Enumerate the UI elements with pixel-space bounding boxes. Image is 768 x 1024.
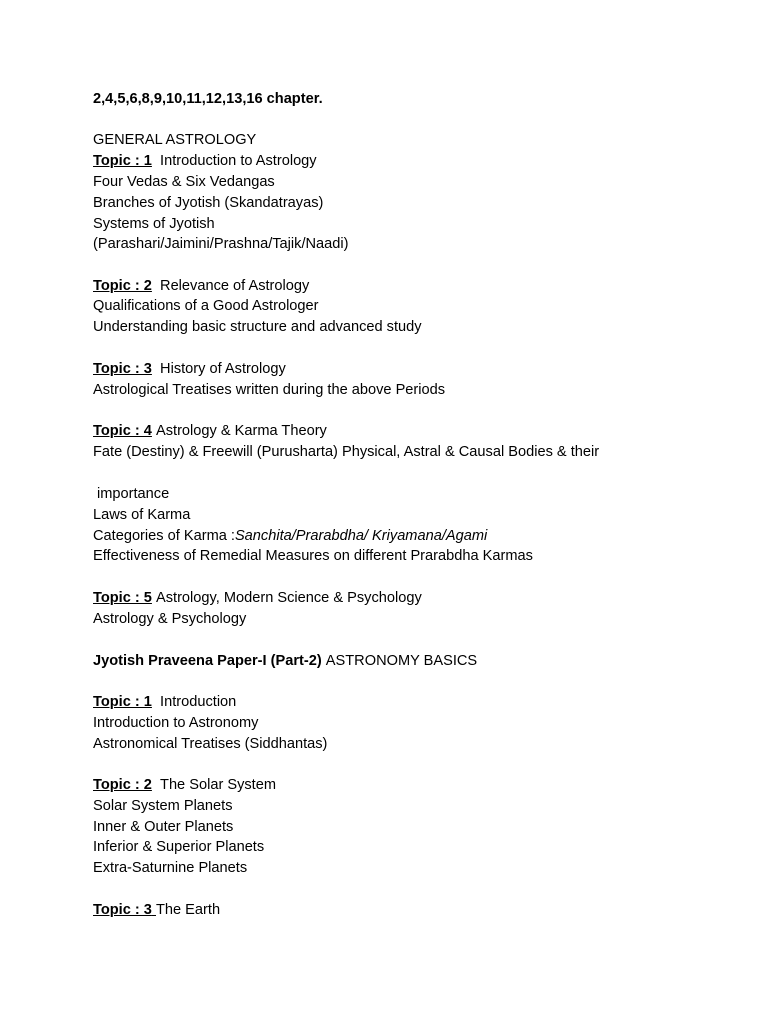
topic-heading [93, 693, 236, 711]
topic-label: Topic : 3 [93, 902, 152, 918]
karma-categories-list: Sanchita/Prarabdha/ Kriyamana/Agami [234, 528, 488, 544]
topic-label: Topic : 2 [93, 777, 152, 793]
topic-heading [93, 776, 276, 794]
karma-categories-prefix: Categories of Karma : [93, 528, 235, 544]
topic-item: Astrological Treatises written during the above Periods [93, 382, 446, 398]
topic-item: Solar System Planets [93, 798, 233, 814]
topic-item: Systems of Jyotish [93, 216, 215, 232]
topic-item: Laws of Karma [93, 507, 191, 523]
topic-label: Topic : 2 [93, 278, 152, 294]
karma-categories-line [93, 527, 487, 545]
topic-label: Topic : 1 [93, 694, 152, 710]
topic-label: Topic : 1 [93, 153, 152, 169]
topic-item: Astrology & Psychology [93, 611, 247, 627]
section-title-astronomy-basics [93, 652, 477, 670]
topic-title: Introduction to Astrology [160, 153, 317, 169]
topic-item: Astronomical Treatises (Siddhantas) [93, 736, 328, 752]
topic-title: Astrology, Modern Science & Psychology [155, 590, 422, 606]
topic-title: Astrology & Karma Theory [155, 423, 327, 439]
topic-title: Relevance of Astrology [160, 278, 310, 294]
topic-item: Four Vedas & Six Vedangas [93, 174, 275, 190]
topic-title: Introduction [160, 694, 237, 710]
topic-item: Inferior & Superior Planets [93, 839, 265, 855]
topic-item: Understanding basic structure and advanced study [93, 319, 422, 335]
topic-label: Topic : 4 [93, 423, 152, 439]
topic-title: The Solar System [160, 777, 277, 793]
chapter-list-header: 2,4,5,6,8,9,10,11,12,13,16 chapter. [93, 91, 323, 107]
topic-title: The Earth [155, 902, 221, 918]
topic-heading [93, 152, 317, 170]
topic-item: Introduction to Astronomy [93, 715, 259, 731]
topic-heading [93, 422, 327, 440]
topic-label: Topic : 3 [93, 361, 152, 377]
topic-item: Extra-Saturnine Planets [93, 860, 248, 876]
topic-label: Topic : 5 [93, 590, 152, 606]
topic-title: History of Astrology [160, 361, 286, 377]
topic-item: Branches of Jyotish (Skandatrayas) [93, 195, 324, 211]
topic-item: Inner & Outer Planets [93, 819, 234, 835]
section-subtitle: ASTRONOMY BASICS [325, 653, 478, 669]
paper-title: Jyotish Praveena Paper-I (Part-2) [93, 653, 322, 669]
topic-item: Qualifications of a Good Astrologer [93, 298, 319, 314]
topic-item: Effectiveness of Remedial Measures on different Prarabdha Karmas [93, 548, 533, 564]
topic-item: (Parashari/Jaimini/Prashna/Tajik/Naadi) [93, 236, 349, 252]
topic-heading [93, 901, 220, 919]
topic-heading [93, 589, 422, 607]
topic-item: importance [97, 486, 170, 502]
topic-item: Fate (Destiny) & Freewill (Purusharta) Physical, Astral & Causal Bodies & their [93, 444, 600, 460]
topic-heading [93, 360, 286, 378]
topic-heading [93, 277, 309, 295]
section-title-general-astrology: GENERAL ASTROLOGY [93, 132, 257, 148]
